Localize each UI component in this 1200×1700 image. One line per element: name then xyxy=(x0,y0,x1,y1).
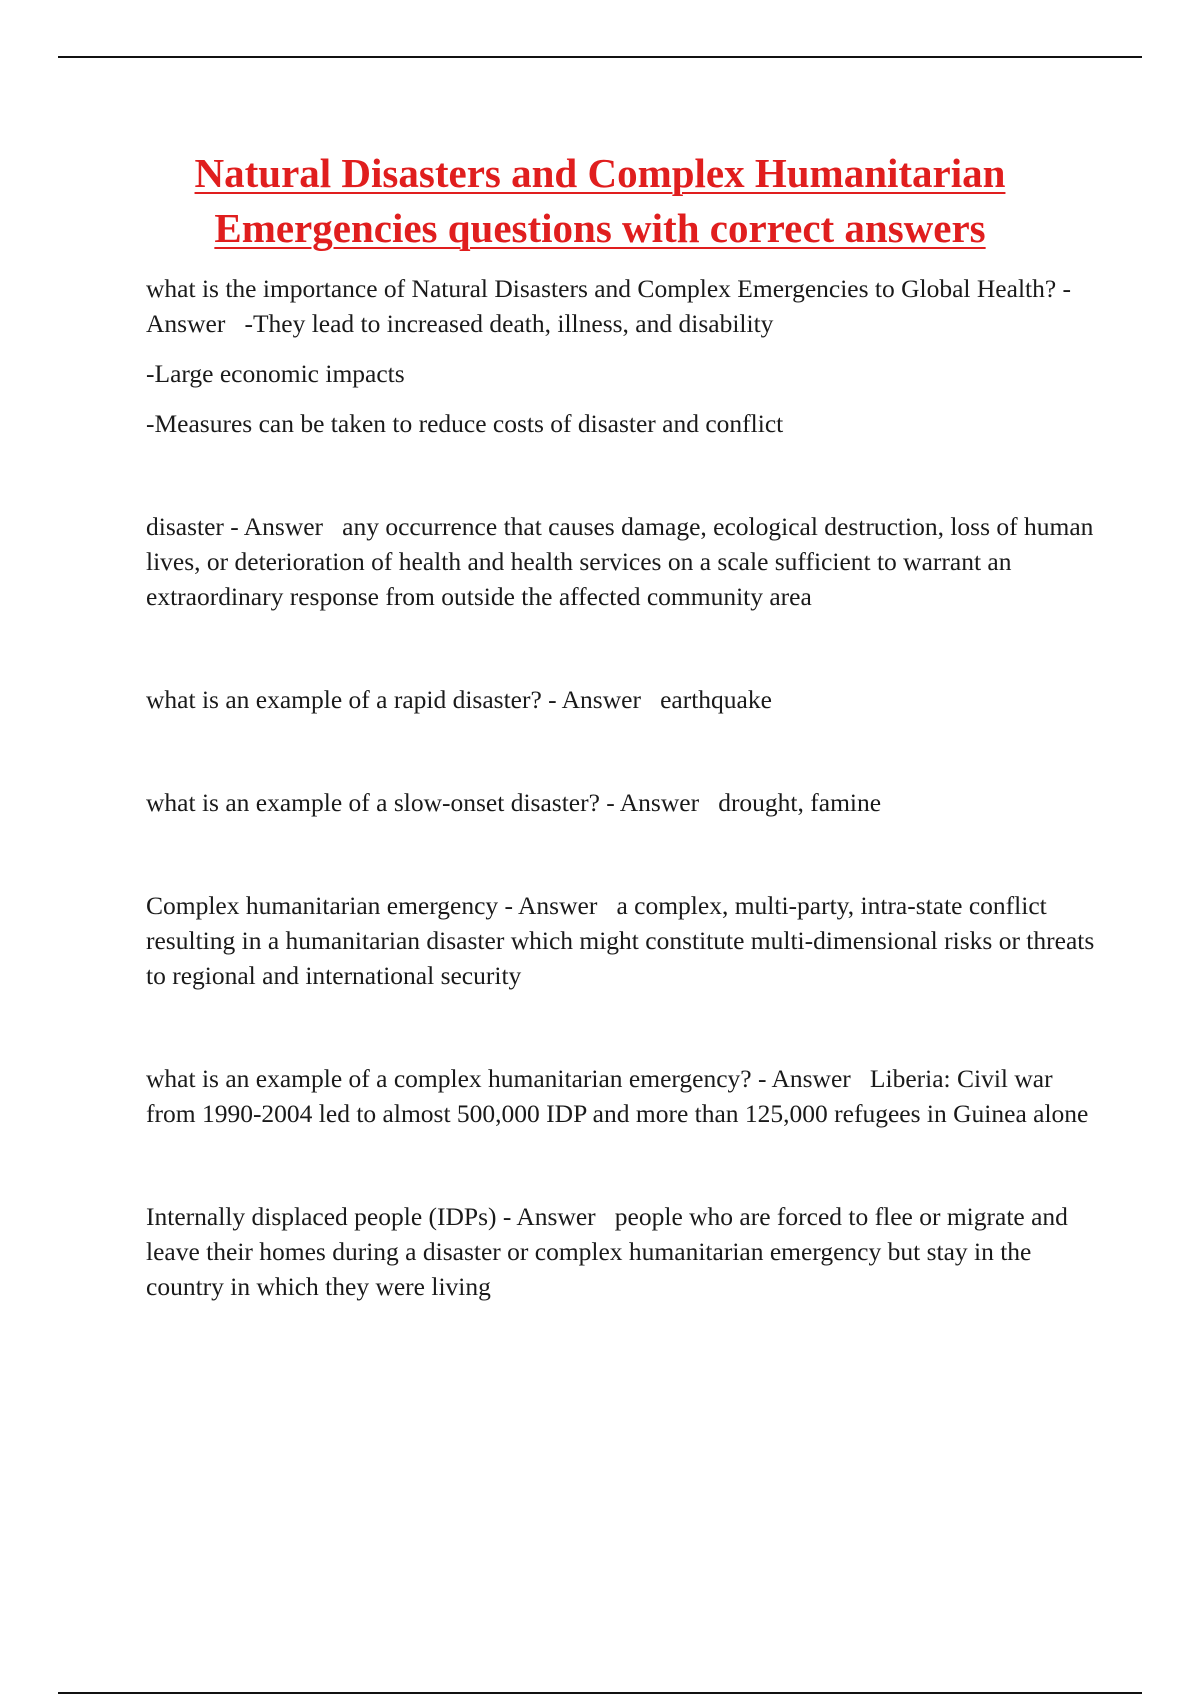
qa-item-5 xyxy=(146,888,1096,993)
footer-rule xyxy=(58,1692,1142,1694)
qa-question: what is an example of a rapid disaster? - Answer xyxy=(146,685,641,714)
qa-question: Internally displaced people (IDPs) - Answer xyxy=(146,1202,596,1231)
document-title xyxy=(120,146,1080,256)
qa-answer: any occurrence that causes damage, ecological destruction, loss of human lives, or deterioration of health and health services on a scale sufficient to warrant an extraordinary response from outside the affected community area xyxy=(146,512,1094,611)
qa-answer: people who are forced to flee or migrate and leave their homes during a disaster or complex humanitarian emergency but stay in the country in which they were living xyxy=(146,1202,1068,1301)
qa-question: what is an example of a complex humanitarian emergency? - Answer xyxy=(146,1064,851,1093)
header-rule xyxy=(58,56,1142,58)
qa-question: Complex humanitarian emergency - Answer xyxy=(146,891,598,920)
qa-item-6 xyxy=(146,1061,1096,1131)
qa-answer: a complex, multi-party, intra-state conflict resulting in a humanitarian disaster which might constitute multi-dimensional risks or threats to regional and international security xyxy=(146,891,1095,990)
qa-question: what is the importance of Natural Disasters and Complex Emergencies to Global Health? - Answer xyxy=(146,274,1072,338)
qa-content xyxy=(146,271,1096,1304)
title-line-2: Emergencies questions with correct answers xyxy=(214,205,986,251)
qa-item-7 xyxy=(146,1199,1096,1304)
qa-item-3 xyxy=(146,682,1096,717)
qa-question: disaster - Answer xyxy=(146,512,324,541)
qa-answer: earthquake xyxy=(660,685,772,714)
title-line-1: Natural Disasters and Complex Humanitarian xyxy=(194,150,1006,196)
qa-answer-extra: -Large economic impacts xyxy=(146,359,405,388)
qa-answer: Liberia: Civil war from 1990-2004 led to almost 500,000 IDP and more than 125,000 refugees in Guinea alone xyxy=(146,1064,1089,1128)
qa-item-1 xyxy=(146,271,1096,341)
qa-item-2 xyxy=(146,509,1096,614)
qa-question: what is an example of a slow-onset disaster? - Answer xyxy=(146,788,700,817)
qa-item-4 xyxy=(146,785,1096,820)
qa-answer: drought, famine xyxy=(718,788,882,817)
qa-answer: -They lead to increased death, illness, and disability xyxy=(244,309,774,338)
qa-answer-extra: -Measures can be taken to reduce costs of disaster and conflict xyxy=(146,409,784,438)
